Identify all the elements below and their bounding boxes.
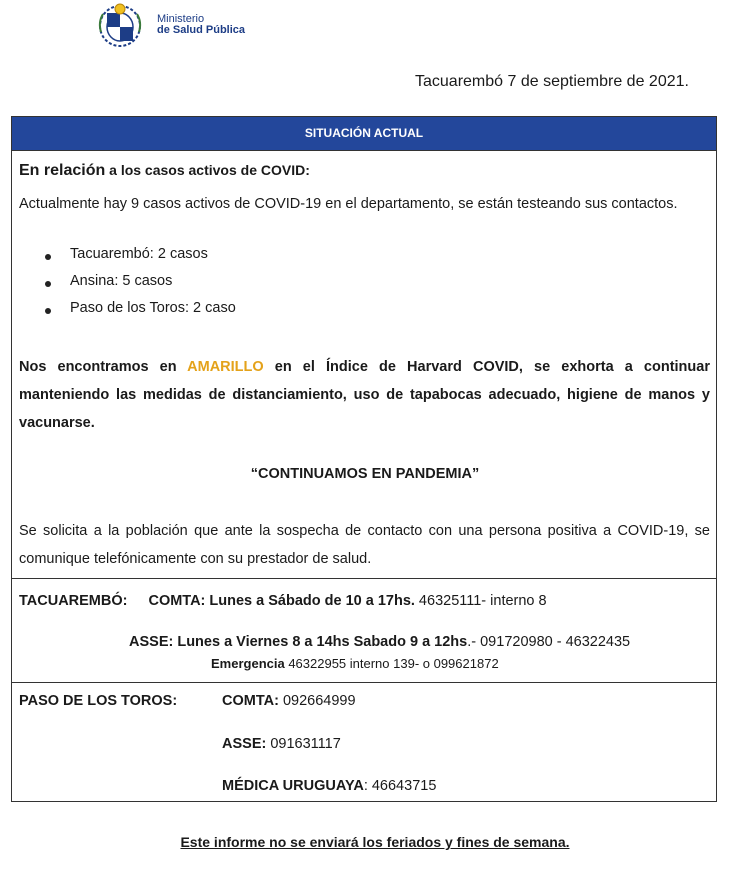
list-item: Tacuarembó: 2 casos xyxy=(70,246,208,262)
list-item: Paso de los Toros: 2 caso xyxy=(70,300,236,316)
harvard-level: AMARILLO xyxy=(187,359,264,375)
list-item: Ansina: 5 casos xyxy=(70,273,173,289)
divider xyxy=(12,578,716,579)
footer-note: Este informe no se enviará los feriados y fines de semana. xyxy=(180,834,570,850)
ministry-line1: Ministerio xyxy=(157,13,205,25)
divider xyxy=(12,150,716,151)
bullet-icon xyxy=(45,254,51,260)
bullet-icon xyxy=(45,281,51,287)
paso-toros-asse-row: ASSE: 091631117 xyxy=(222,736,341,752)
covid-intro: Actualmente hay 9 casos activos de COVID-19 en el departamento, se están testeando sus contactos. xyxy=(19,196,678,212)
covid-heading: En relación a los casos activos de COVID: xyxy=(19,162,310,179)
section-title: SITUACIÓN ACTUAL xyxy=(12,117,716,150)
tacuarembo-label: TACUAREMBÓ: xyxy=(19,593,128,609)
ministry-logo xyxy=(95,2,245,48)
document-date: Tacuarembó 7 de septiembre de 2021. xyxy=(415,73,689,90)
coat-of-arms-icon xyxy=(95,2,145,48)
tacuarembo-comta-row: TACUAREMBÓ: COMTA: Lunes a Sábado de 10 a 17hs. 46325111- interno 8 xyxy=(19,593,547,609)
paso-toros-label: PASO DE LOS TOROS: xyxy=(19,693,178,709)
ministry-line2: de Salud Pública xyxy=(157,24,246,36)
tacuarembo-emergency-row: Emergencia 46322955 interno 139- o 099621872 xyxy=(211,656,499,671)
harvard-index-notice: Nos encontramos en AMARILLO en el Índice de Harvard COVID, se exhorta a continuar manteniendo las medidas de distanciamiento, uso de tapabocas adecuado, higiene de manos y vacunarse. xyxy=(19,359,710,431)
contact-request: Se solicita a la población que ante la sospecha de contacto con una persona positiva a COVID-19, se comunique telefónicamente con su prestador de salud. xyxy=(19,523,710,567)
report-box xyxy=(11,116,717,802)
bullet-icon xyxy=(45,308,51,314)
divider xyxy=(12,682,716,683)
paso-toros-comta-row: COMTA: 092664999 xyxy=(222,693,356,709)
tacuarembo-asse-row: ASSE: Lunes a Viernes 8 a 14hs Sabado 9 a 12hs.- 091720980 - 46322435 xyxy=(129,634,631,650)
pandemic-slogan: “CONTINUAMOS EN PANDEMIA” xyxy=(250,466,480,482)
paso-toros-medica-row: MÉDICA URUGUAYA: 46643715 xyxy=(222,778,437,794)
